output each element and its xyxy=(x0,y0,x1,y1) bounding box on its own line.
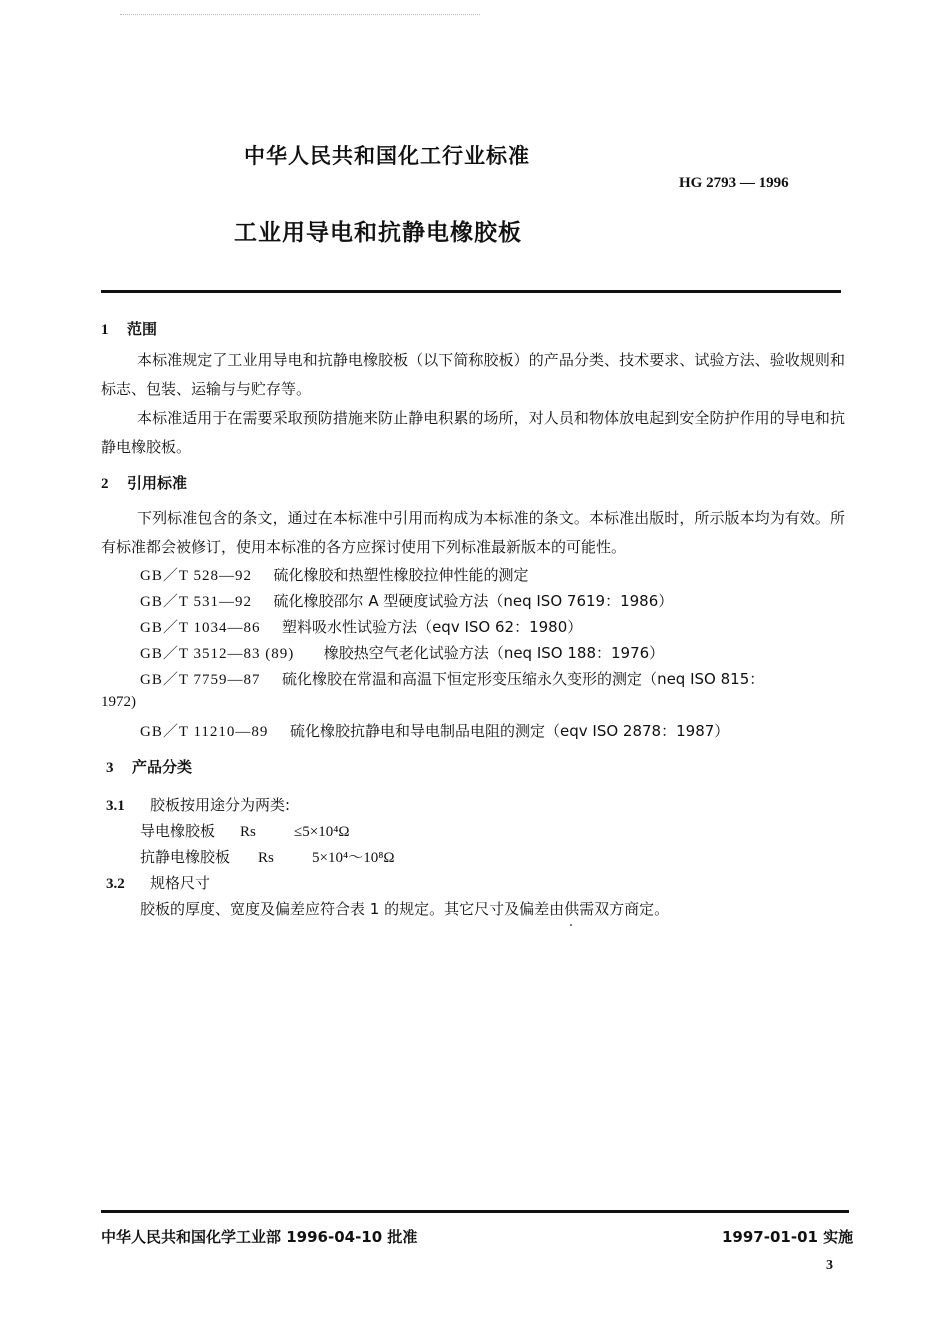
subsection-number: 3.2 xyxy=(106,876,125,892)
approval-note: 中华人民共和国化学工业部 1996-04-10 批准 xyxy=(101,1228,418,1246)
section-title: 产品分类 xyxy=(132,758,193,776)
subsection-title: 规格尺寸 xyxy=(150,874,211,892)
section-title: 引用标准 xyxy=(127,474,188,492)
implementation-date: 1997-01-01 实施 xyxy=(722,1228,854,1246)
subsection-3-2-heading xyxy=(106,872,210,893)
class-name: 导电橡胶板 xyxy=(140,822,216,840)
class-symbol: Rs xyxy=(240,824,256,840)
header-divider xyxy=(101,290,841,293)
reference-equiv: （eqv ISO 2878：1987） xyxy=(545,722,730,740)
class-symbol: Rs xyxy=(258,850,274,866)
standard-code: HG 2793 — 1996 xyxy=(679,175,789,191)
reference-title: 硫化橡胶和热塑性橡胶拉伸性能的测定 xyxy=(273,566,529,584)
scan-artifact xyxy=(120,14,480,17)
section-number: 2 xyxy=(101,476,109,492)
reference-code: GB／T 528—92 xyxy=(140,568,252,584)
class-row-antistatic xyxy=(140,846,395,867)
reference-equiv: （neq ISO 7619：1986） xyxy=(488,592,674,610)
section-3-heading xyxy=(106,756,192,777)
section-2-paragraph: 下列标准包含的条文，通过在本标准中引用而构成为本标准的条文。本标准出版时，所示版本均为有效。所有标准都会被修订，使用本标准的各方应探讨使用下列标准最新版本的可能性。 xyxy=(101,509,845,556)
reference-item xyxy=(140,564,529,585)
class-value: ≤5×10⁴Ω xyxy=(294,824,350,840)
class-value: 5×10⁴～10⁸Ω xyxy=(312,850,395,866)
standard-type-heading: 中华人民共和国化工行业标准 xyxy=(244,144,530,168)
subsection-3-1-heading xyxy=(106,794,290,815)
reference-item xyxy=(140,668,764,689)
reference-item xyxy=(140,642,664,663)
document-title: 工业用导电和抗静电橡胶板 xyxy=(234,220,522,246)
class-name: 抗静电橡胶板 xyxy=(140,848,231,866)
reference-title: 硫化橡胶在常温和高温下恒定形变压缩永久变形的测定 xyxy=(282,670,643,688)
reference-item xyxy=(140,590,673,611)
section-2-heading xyxy=(101,472,187,493)
section-number: 3 xyxy=(106,760,114,776)
section-1-heading xyxy=(101,318,157,339)
reference-equiv: （neq ISO 815： xyxy=(642,670,765,688)
reference-title: 硫化橡胶邵尔 A 型硬度试验方法 xyxy=(273,592,489,610)
page-number: 3 xyxy=(826,1258,833,1273)
reference-code: GB／T 7759—87 xyxy=(140,672,261,688)
section-1-paragraph-1: 本标准规定了工业用导电和抗静电橡胶板（以下简称胶板）的产品分类、技术要求、试验方法、验收规则和标志、包装、运输与与贮存等。 xyxy=(101,351,845,398)
subsection-3-2-text: 胶板的厚度、宽度及偏差应符合表 1 的规定。其它尺寸及偏差由供需双方商定。 xyxy=(140,900,670,918)
class-row-conductive xyxy=(140,820,350,841)
section-1-paragraph-2: 本标准适用于在需要采取预防措施来防止静电积累的场所，对人员和物体放电起到安全防护作用的导电和抗静电橡胶板。 xyxy=(101,409,845,456)
reference-title: 硫化橡胶抗静电和导电制品电阻的测定 xyxy=(290,722,546,740)
reference-code: GB／T 3512—83 (89) xyxy=(140,646,295,662)
section-title: 范围 xyxy=(127,320,158,338)
section-number: 1 xyxy=(101,322,109,338)
reference-continuation: 1972) xyxy=(101,694,136,710)
reference-code: GB／T 11210—89 xyxy=(140,724,269,740)
footer-divider xyxy=(101,1210,849,1213)
reference-code: GB／T 531—92 xyxy=(140,594,252,610)
reference-equiv: （neq ISO 188：1976） xyxy=(488,644,665,662)
reference-item xyxy=(140,720,729,741)
reference-equiv: （eqv ISO 62：1980） xyxy=(417,618,583,636)
reference-title: 橡胶热空气老化试验方法 xyxy=(323,644,489,662)
reference-code: GB／T 1034—86 xyxy=(140,620,261,636)
subsection-number: 3.1 xyxy=(106,798,125,814)
subsection-title: 胶板按用途分为两类: xyxy=(150,796,291,814)
reference-item xyxy=(140,616,582,637)
scan-speck xyxy=(570,924,572,926)
reference-title: 塑料吸水性试验方法 xyxy=(282,618,418,636)
